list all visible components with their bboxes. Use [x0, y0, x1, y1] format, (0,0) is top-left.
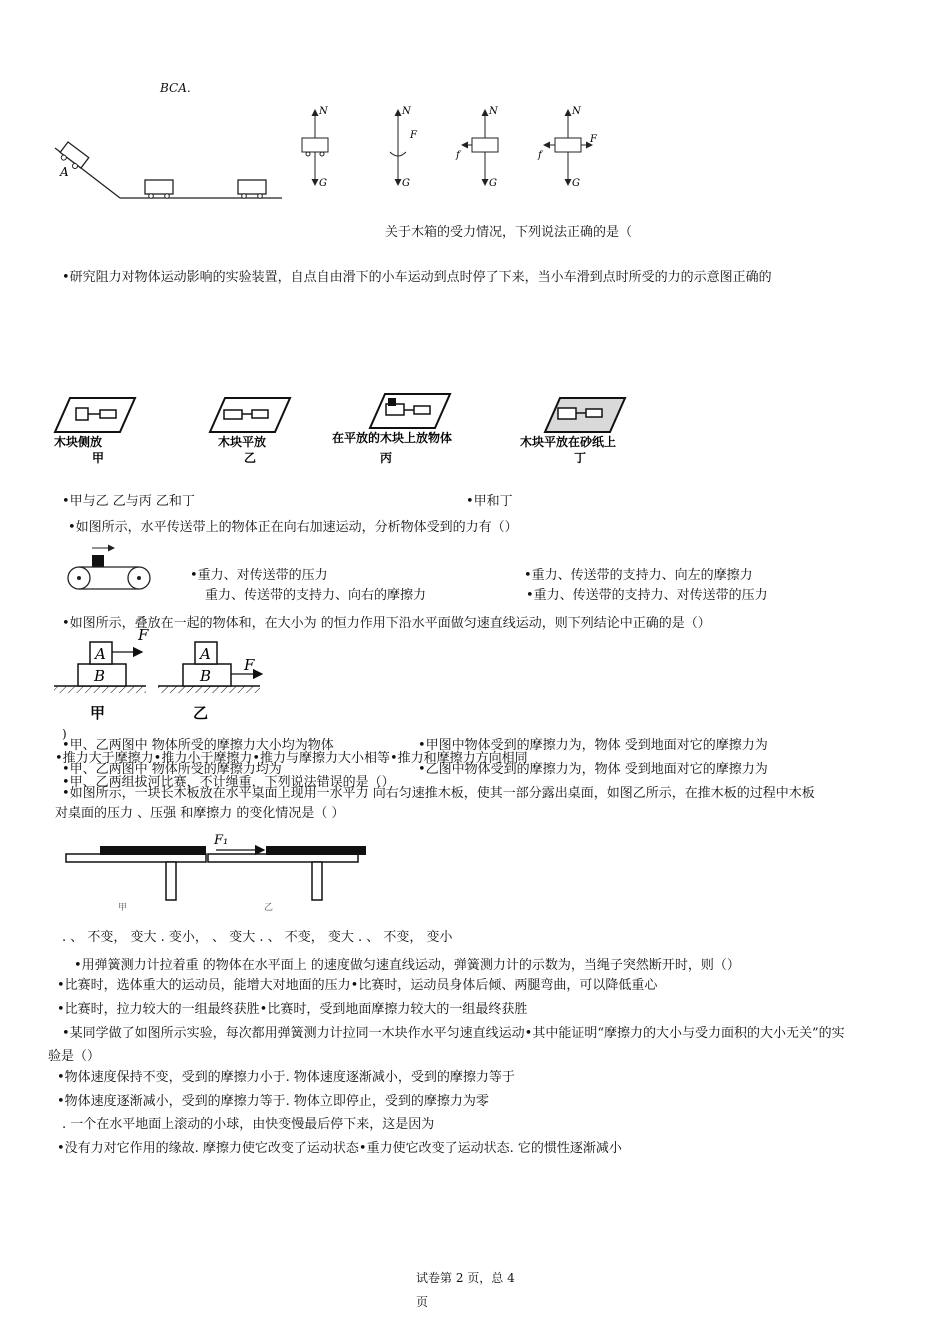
force-diagram-options	[290, 100, 620, 210]
svg-text:G: G	[319, 178, 327, 189]
svg-text:N: N	[489, 106, 498, 117]
line-3: •某同学做了如图所示实验，每次都用弹簧测力计拉同一木块作水平匀速直线运动•其中能证明“摩擦力的大小与受力面积的大小无关”的实	[62, 1026, 845, 1041]
q2-options-right: •甲和丁	[466, 494, 513, 509]
svg-text:甲: 甲	[90, 704, 106, 722]
q5-options: . 、 不变， 变大 . 变小， 、 变大 . 、 不变， 变大 . 、 不变， 变小	[62, 930, 453, 945]
q4-option-1-right: •甲图中物体受到的摩擦力为，物体 受到地面对它的摩擦力为	[418, 738, 768, 753]
q3-option-b: •重力、传送带的支持力、向左的摩擦力	[524, 568, 753, 583]
q4-stem: •如图所示，叠放在一起的物体和，在大小为 的恒力作用下沿水平面做匀速直线运动，则下列结论中正确的是（）	[62, 616, 711, 631]
svg-text:A: A	[95, 645, 106, 663]
board-on-table-figure	[58, 832, 368, 912]
q3-option-c: 重力、传送带的支持力、向右的摩擦力	[205, 588, 427, 603]
q4-overlay-2: •甲、乙两组拔河比赛，不计绳重，下列说法错误的是（）	[62, 775, 395, 790]
page-footer-line-1: 试卷第 2 页，总 4	[416, 1271, 515, 1285]
svg-text:乙: 乙	[264, 903, 274, 913]
q3-option-a: •重力、对传送带的压力	[190, 568, 328, 583]
line-5: •物体速度保持不变，受到的摩擦力小于. 物体速度逐渐减小，受到的摩擦力等于	[57, 1070, 515, 1085]
page-footer-line-2: 页	[416, 1295, 429, 1309]
svg-text:G: G	[572, 178, 580, 189]
q6-cut-line: •用弹簧测力计拉着重 的物体在水平面上 的速度做匀速直线运动，弹簧测力计的示数为，当绳子突然断开时，则（）	[74, 958, 740, 973]
svg-text:乙: 乙	[193, 704, 209, 722]
line-4: 验是（）	[48, 1049, 101, 1064]
q2-options-left: •甲与乙 乙与丙 乙和丁	[62, 494, 195, 509]
svg-text:F: F	[590, 134, 597, 145]
q3-stem: •如图所示，水平传送带上的物体正在向右加速运动，分析物体受到的力有（）	[68, 520, 518, 535]
line-1: •比赛时，选体重大的运动员，能增大对地面的压力•比赛时，运动员身体后倾、两腿弯曲，可以降低重心	[57, 978, 658, 993]
svg-text:甲: 甲	[92, 451, 105, 465]
q1-cut-line: 关于木箱的受力情况，下列说法正确的是（	[385, 225, 633, 240]
q4-paren: )	[62, 727, 67, 741]
q4-option-2-right: •乙图中物体受到的摩擦力为，物体 受到地面对它的摩擦力为	[418, 762, 768, 777]
svg-text:N: N	[572, 106, 581, 117]
q1-stem: •研究阻力对物体运动影响的实验装置，自点自由滑下的小车运动到点时停了下来，当小车滑到点时所受的力的示意图正确的	[62, 270, 772, 285]
q5-stem: 对桌面的压力 、压强 和摩擦力 的变化情况是（ ）	[55, 806, 345, 821]
q3-option-d: •重力、传送带的支持力、对传送带的压力	[526, 588, 768, 603]
svg-text:N: N	[319, 106, 328, 117]
q4-cut-line: •如图所示，一块长木板放在水平桌面上现用一水平力 向右匀速推木板，使其一部分露出桌面，如图乙所示，在推木板的过程中木板	[62, 786, 815, 801]
svg-text:甲: 甲	[118, 903, 128, 913]
point-a-label: A	[60, 165, 69, 179]
svg-text:F: F	[138, 626, 149, 644]
svg-text:N: N	[402, 106, 411, 117]
caption-jia: 木块侧放	[54, 435, 103, 449]
line-6: •物体速度逐渐减小，受到的摩擦力等于. 物体立即停止，受到的摩擦力为零	[57, 1094, 489, 1109]
svg-text:F₁: F₁	[214, 833, 229, 848]
q4-option-1-left: •甲、乙两图中 物体所受的摩擦力大小均为物体	[62, 738, 334, 753]
svg-text:丙: 丙	[380, 451, 393, 465]
svg-text:F: F	[410, 130, 417, 141]
caption-yi: 木块平放	[218, 435, 267, 449]
incline-figure	[50, 130, 290, 210]
svg-text:丁: 丁	[574, 451, 587, 465]
svg-text:f: f	[538, 150, 542, 161]
stacked-blocks-figure	[50, 626, 270, 726]
line-8: •没有力对它作用的缘故. 摩擦力使它改变了运动状态•重力使它改变了运动状态. 它的惯性逐渐减小	[57, 1141, 622, 1156]
q4-overlay-1: •推力大于摩擦力•推力小于摩擦力•推力与摩擦力大小相等•推力和摩擦力方向相同	[55, 751, 528, 766]
svg-text:F: F	[244, 656, 255, 674]
svg-text:f: f	[456, 150, 460, 161]
bca-label: BCA.	[160, 81, 191, 95]
caption-bing: 在平放的木块上放物体	[332, 431, 453, 445]
svg-text:乙: 乙	[244, 451, 257, 465]
svg-text:G: G	[402, 178, 410, 189]
svg-text:G: G	[489, 178, 497, 189]
line-2: •比赛时，拉力较大的一组最终获胜•比赛时，受到地面摩擦力较大的一组最终获胜	[57, 1002, 528, 1017]
svg-text:B: B	[200, 667, 212, 685]
line-7: . 一个在水平地面上滚动的小球，由快变慢最后停下来，这是因为	[62, 1117, 435, 1132]
svg-text:A: A	[200, 645, 211, 663]
q4-option-2-left: •甲、乙两图中 物体所受的摩擦力均为	[62, 762, 282, 777]
caption-ding: 木块平放在砂纸上	[520, 435, 617, 449]
conveyor-belt-figure	[62, 540, 162, 595]
wood-block-figures	[50, 390, 650, 470]
svg-text:B: B	[94, 667, 106, 685]
